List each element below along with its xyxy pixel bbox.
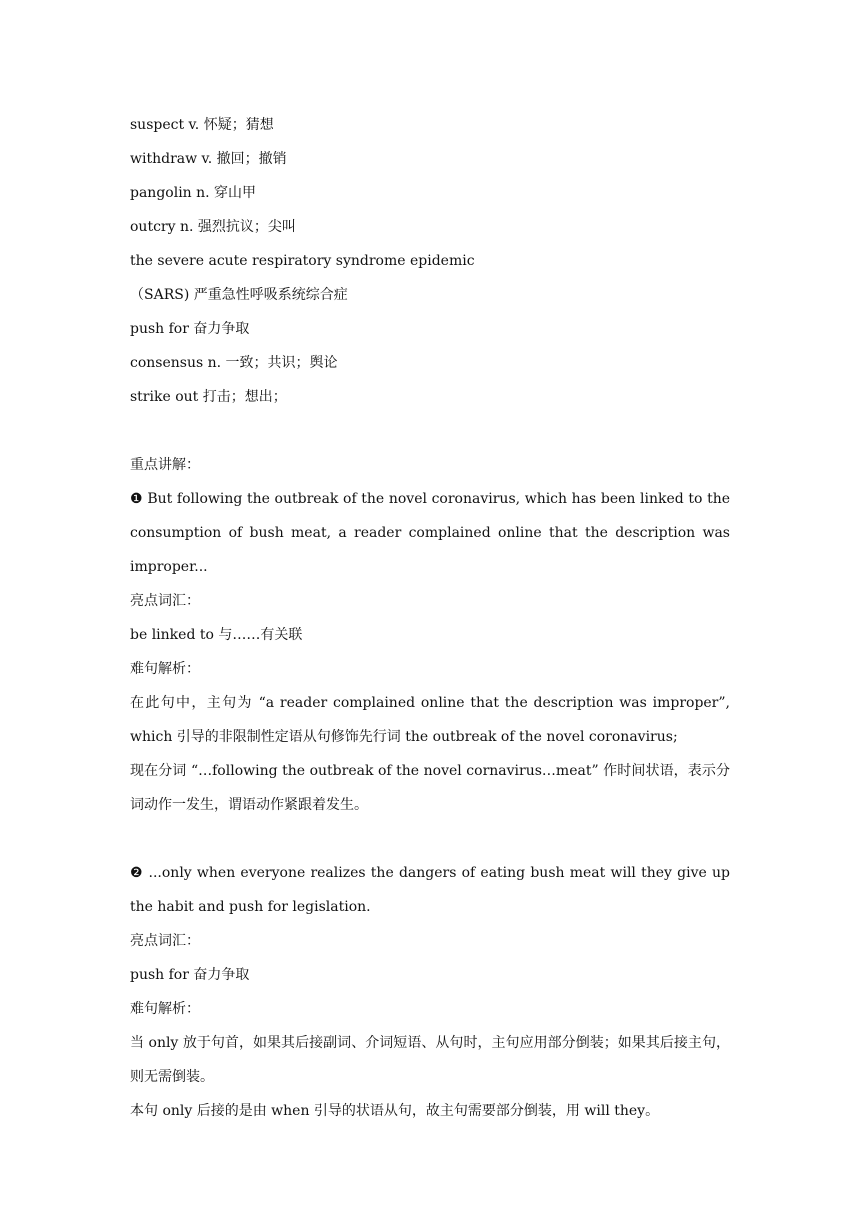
key-point-1-analysis-2: 现在分词 “…following the outbreak of the novel cornavirus…meat” 作时间状语，表示分词动作一发生，谓语动作紧跟着发生。 (130, 763, 730, 813)
key-point-1-vocab-heading: 亮点词汇： (130, 593, 200, 609)
spacer (130, 414, 730, 448)
key-point-1-vocab-item: be linked to 与……有关联 (130, 627, 303, 643)
key-point-2-analysis-heading: 难句解析： (130, 1001, 200, 1017)
vocab-entry-suspect: suspect v. 怀疑；猜想 (130, 117, 274, 133)
key-point-2-vocab-heading: 亮点词汇： (130, 933, 200, 949)
key-point-1-analysis-1: 在此句中，主句为 “a reader complained online that the description was improper”, which 引导的非限制性定语从句修饰先行词 the outbreak of the novel coronavirus; (130, 695, 730, 745)
document-page (130, 108, 730, 1128)
key-point-2-sentence: ❷ ...only when everyone realizes the dangers of eating bush meat will they give up the habit and push for legislation. (130, 865, 730, 915)
key-points-heading: 重点讲解： (130, 457, 200, 473)
vocab-entry-withdraw: withdraw v. 撤回；撤销 (130, 151, 287, 167)
key-point-2-analysis-1: 当 only 放于句首，如果其后接副词、介词短语、从句时，主句应用部分倒装；如果其后接主句，则无需倒装。 (130, 1035, 730, 1085)
spacer (130, 822, 730, 856)
vocabulary-list (130, 108, 730, 414)
vocab-entry-outcry: outcry n. 强烈抗议；尖叫 (130, 219, 296, 235)
vocab-entry-push-for: push for 奋力争取 (130, 321, 250, 337)
key-point-1-sentence: ❶ But following the outbreak of the novel coronavirus, which has been linked to the consumption of bush meat, a reader complained online that the description was improper... (130, 491, 730, 575)
key-point-2-analysis-2: 本句 only 后接的是由 when 引导的状语从句，故主句需要部分倒装，用 will they。 (130, 1103, 660, 1119)
vocab-entry-pangolin: pangolin n. 穿山甲 (130, 185, 257, 201)
vocab-entry-sars-chinese: （SARS) 严重急性呼吸系统综合症 (130, 287, 348, 303)
vocab-entry-consensus: consensus n. 一致；共识；舆论 (130, 355, 338, 371)
key-point-1-analysis-heading: 难句解析： (130, 661, 200, 677)
key-point-1 (130, 482, 730, 822)
vocab-entry-strike-out: strike out 打击；想出； (130, 389, 287, 405)
vocab-entry-sars-english: the severe acute respiratory syndrome epidemic (130, 253, 475, 269)
key-point-2 (130, 856, 730, 1128)
key-point-2-vocab-item: push for 奋力争取 (130, 967, 250, 983)
